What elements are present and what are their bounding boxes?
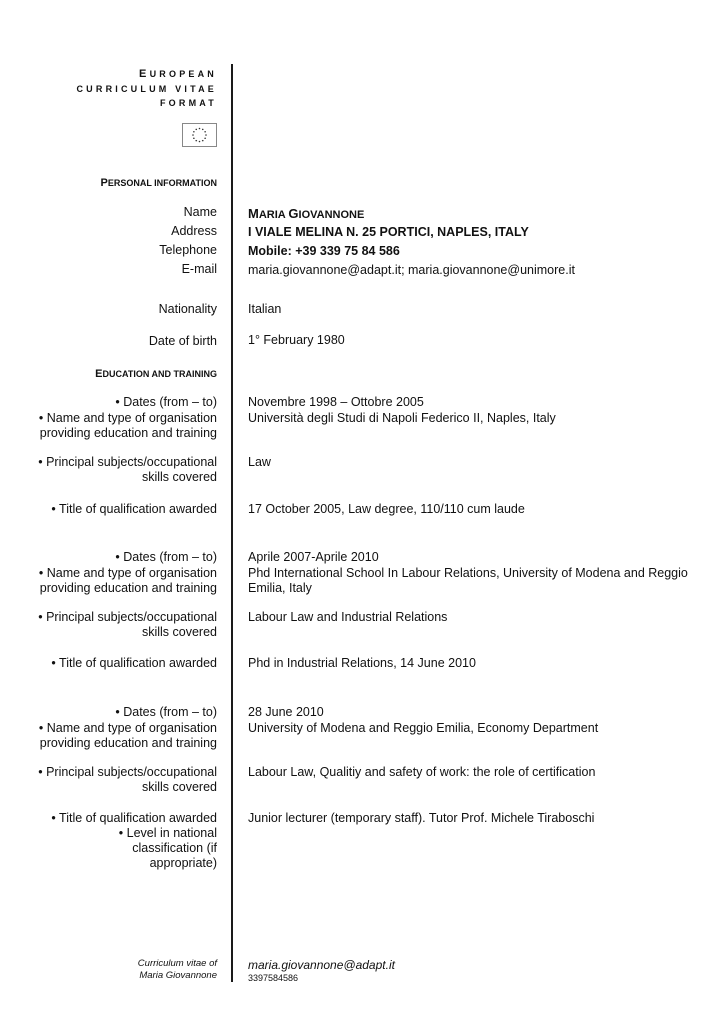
dob-value: 1° February 1980 [248,333,345,347]
column-divider [231,64,233,982]
footer-email: maria.giovannone@adapt.it [248,958,395,972]
subjects-value: Labour Law and Industrial Relations [248,610,448,624]
address-label: Address [171,224,217,238]
level-label: • Level in national classification (if appropriate) [118,826,217,870]
flag-star-icon [199,128,201,130]
dates-value: Aprile 2007-Aprile 2010 [248,550,379,564]
telephone-label: Telephone [159,243,217,257]
section-heading-education: EDUCATION AND TRAINING [95,368,217,380]
title-value: Phd in Industrial Relations, 14 June 2010 [248,656,476,670]
flag-star-icon [202,140,204,142]
flag-star-icon [204,137,206,139]
cv-format-title-line1: EUROPEAN [139,68,217,80]
nationality-label: Nationality [158,302,217,316]
footer-phone: 3397584586 [248,973,299,983]
dates-value: Novembre 1998 – Ottobre 2005 [248,395,424,409]
address-value: I VIALE MELINA N. 25 PORTICI, NAPLES, ITALY [248,225,529,239]
flag-star-icon [192,134,194,136]
title-label: • Title of qualification awarded [51,502,217,516]
title-value: 17 October 2005, Law degree, 110/110 cum laude [248,502,525,516]
subjects-value: Labour Law, Qualitiy and safety of work: the role of certification [248,765,596,779]
footer-owner-name: Maria Giovannone [139,970,217,981]
footer-cv-of: Curriculum vitae of [137,958,217,969]
nationality-value: Italian [248,302,282,316]
eu-flag-icon [182,123,217,147]
subjects-label: • Principal subjects/occupational skills covered [38,455,217,484]
org-label: • Name and type of organisation providing education and training [38,566,217,595]
flag-star-icon [193,131,195,133]
subjects-value: Law [248,455,271,469]
flag-star-icon [205,134,207,136]
flag-star-icon [195,140,197,142]
email-label: E-mail [181,262,217,276]
dates-value: 28 June 2010 [248,705,324,719]
telephone-value: Mobile: +39 339 75 84 586 [248,244,400,258]
flag-background [183,124,216,146]
section-heading-personal: PERSONAL INFORMATION [100,177,217,189]
subjects-label: • Principal subjects/occupational skills covered [38,610,217,639]
flag-star-icon [195,129,197,131]
name-label: Name [183,205,217,219]
org-value: University of Modena and Reggio Emilia, Economy Department [248,721,599,735]
cv-format-title-line2: CURRICULUM VITAE [76,84,217,94]
dob-label: Date of birth [148,334,217,348]
flag-star-icon [204,131,206,133]
cv-format-title-line3: FORMAT [159,98,217,108]
org-label: • Name and type of organisation providing education and training [38,411,217,440]
title-label: • Title of qualification awarded [51,811,217,825]
title-value: Junior lecturer (temporary staff). Tutor Prof. Michele Tiraboschi [248,811,595,825]
title-label: • Title of qualification awarded [51,656,217,670]
subjects-label: • Principal subjects/occupational skills covered [38,765,217,794]
flag-star-icon [193,137,195,139]
name-value: MARIA GIOVANNONE [248,206,365,221]
dates-label: • Dates (from – to) [115,395,217,409]
flag-star-icon [199,141,201,143]
org-value: Phd International School In Labour Relations, University of Modena and Reggio Emilia, Italy [248,566,688,595]
org-label: • Name and type of organisation providing education and training [38,721,217,750]
dates-label: • Dates (from – to) [115,550,217,564]
dates-label: • Dates (from – to) [115,705,217,719]
email-value: maria.giovannone@adapt.it; maria.giovannone@unimore.it [248,263,575,277]
org-value: Università degli Studi di Napoli Federico II, Naples, Italy [248,411,556,425]
flag-star-icon [202,129,204,131]
